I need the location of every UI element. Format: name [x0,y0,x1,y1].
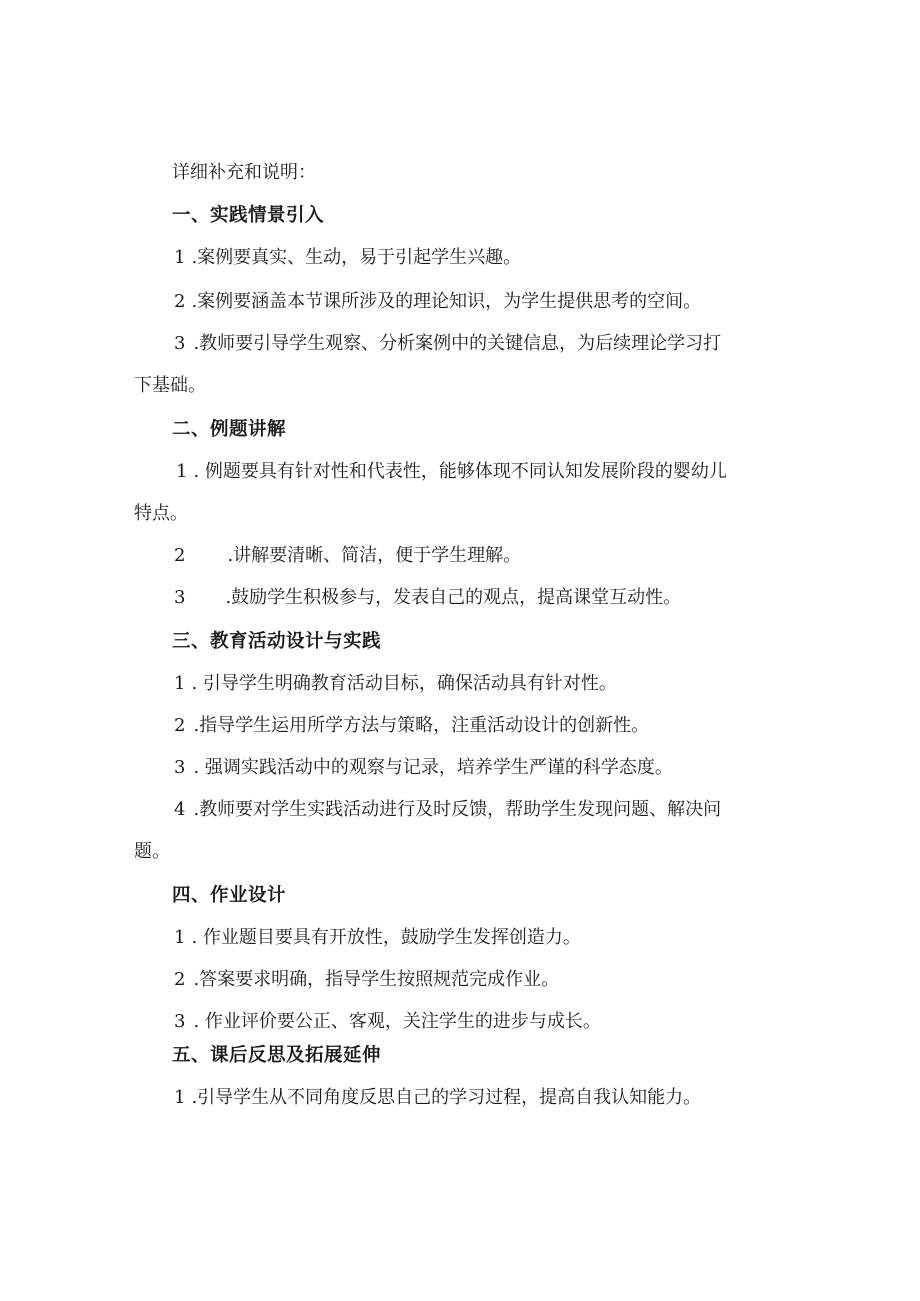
item-text: .案例要真实、生动，易于引起学生兴趣。 [191,247,522,268]
list-item [174,672,617,696]
list-item [174,756,673,780]
item-number: 1 [174,673,186,694]
list-item [174,544,521,568]
item-number: 3 [174,587,186,608]
section-heading-5: 五、课后反思及拓展延伸 [172,1045,382,1066]
list-item [176,460,727,484]
item-text: . 例题要具有针对性和代表性，能够体现不同认知发展阶段的婴幼儿 [193,461,727,482]
item-text: .鼓励学生积极参与，发表自己的观点，提高课堂互动性。 [225,587,682,608]
intro-text: 详细补充和说明： [172,162,316,183]
item-continuation: 特点。 [134,503,188,524]
list-item [174,798,721,822]
item-number: 4 [174,799,186,820]
list-item [174,586,681,610]
item-text: .教师要引导学生观察、分析案例中的关键信息，为后续理论学习打 [193,333,722,354]
item-text: .讲解要清晰、简洁，便于学生理解。 [227,545,522,566]
item-text: . 作业题目要具有开放性，鼓励学生发挥创造力。 [191,927,581,948]
item-text: .案例要涵盖本节课所涉及的理论知识，为学生提供思考的空间。 [191,291,702,312]
list-item [174,968,559,992]
list-item [174,246,521,270]
item-number: 3 [174,757,186,778]
item-continuation: 题。 [134,841,170,862]
item-continuation: 下基础。 [134,375,206,396]
section-heading-4: 四、作业设计 [172,885,287,906]
item-number: 3 [174,333,186,354]
item-text: .引导学生从不同角度反思自己的学习过程，提高自我认知能力。 [191,1087,702,1108]
item-number: 2 [174,291,186,312]
item-text: . 引导学生明确教育活动目标，确保活动具有针对性。 [191,673,617,694]
item-number: 2 [174,545,186,566]
section-heading-3: 三、教育活动设计与实践 [172,631,382,652]
item-text: .教师要对学生实践活动进行及时反馈，帮助学生发现问题、解决问 [193,799,722,820]
item-number: 1 [174,247,186,268]
item-number: 1 [176,461,188,482]
item-number: 1 [174,927,186,948]
list-item [174,290,701,314]
list-item [174,926,581,950]
item-number: 2 [174,969,186,990]
list-item [174,1010,601,1034]
item-number: 3 [174,1011,186,1032]
item-number: 2 [174,715,186,736]
item-text: .指导学生运用所学方法与策略，注重活动设计的创新性。 [193,715,650,736]
section-heading-2: 二、例题讲解 [172,419,287,440]
item-number: 1 [174,1087,186,1108]
item-text: . 强调实践活动中的观察与记录，培养学生严谨的科学态度。 [193,757,673,778]
list-item [174,714,649,738]
item-text: .答案要求明确，指导学生按照规范完成作业。 [193,969,560,990]
item-text: . 作业评价要公正、客观，关注学生的进步与成长。 [193,1011,601,1032]
list-item [174,1086,701,1110]
list-item [174,332,721,356]
section-heading-1: 一、实践情景引入 [172,205,325,226]
